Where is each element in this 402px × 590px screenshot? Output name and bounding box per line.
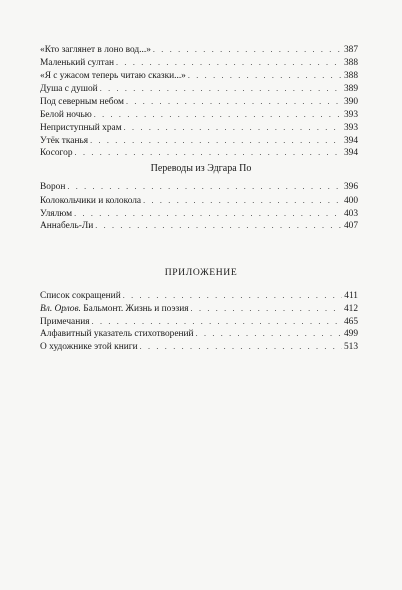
toc-entry-page: 407 xyxy=(343,221,358,231)
toc-entry xyxy=(40,109,358,121)
leader-dots xyxy=(188,70,342,82)
toc-entry xyxy=(40,44,358,56)
toc-entry-author: Вл. Орлов. xyxy=(40,304,81,314)
toc-entry xyxy=(40,96,358,108)
leader-dots xyxy=(95,220,342,232)
toc-entry-page: 388 xyxy=(343,58,358,68)
leader-dots xyxy=(196,328,342,340)
toc-entry-page: 389 xyxy=(343,84,358,94)
toc-entry xyxy=(40,341,358,353)
toc-entry-title: О художнике этой книги xyxy=(40,342,138,352)
toc-entry xyxy=(40,328,358,340)
toc-entry-page: 393 xyxy=(343,110,358,120)
toc-entry-title: Список сокращений xyxy=(40,291,121,301)
toc-entry xyxy=(40,181,358,193)
toc-entry-title: Ворон xyxy=(40,182,66,192)
toc-entry-title: Примечания xyxy=(40,317,90,327)
toc-entry-page: 400 xyxy=(343,196,358,206)
toc-entry xyxy=(40,70,358,82)
toc-entry-title: Белой ночью xyxy=(40,110,92,120)
leader-dots xyxy=(100,83,342,95)
toc-entry-page: 394 xyxy=(343,148,358,158)
toc-entry-page: 393 xyxy=(343,123,358,133)
toc-entry-page: 387 xyxy=(343,45,358,55)
toc-entry-page: 513 xyxy=(343,342,358,352)
toc-entry xyxy=(40,290,358,302)
toc-entry-title: Аннабель-Ли xyxy=(40,221,94,231)
toc-entry-page: 499 xyxy=(343,329,358,339)
leader-dots xyxy=(116,57,342,69)
toc-entry xyxy=(40,220,358,232)
toc-entry-title: Колокольчики и колокола xyxy=(40,196,142,206)
toc-entry-title: Маленький султан xyxy=(40,58,115,68)
toc-entry-title: Косогор xyxy=(40,148,73,158)
toc-entry-title: Неприступный храм xyxy=(40,123,122,133)
toc-entry xyxy=(40,316,358,328)
toc-entry-title: Душа с душой xyxy=(40,84,98,94)
leader-dots xyxy=(94,109,342,121)
toc-entry-title: Улялюм xyxy=(40,209,73,219)
toc-entry-page: 412 xyxy=(343,304,358,314)
toc-entry xyxy=(40,147,358,159)
toc-entry-page: 411 xyxy=(344,291,358,301)
toc-entry-title: Утёк тканья xyxy=(40,136,89,146)
toc-entry-title: «Я с ужасом теперь читаю сказки...» xyxy=(40,71,186,81)
toc-entry-title-text: Бальмонт. Жизнь и поэзия xyxy=(83,304,189,314)
toc-entry xyxy=(40,57,358,69)
leader-dots xyxy=(67,181,342,193)
leader-dots xyxy=(92,316,342,328)
toc-entry-title: «Кто заглянет в лоно вод...» xyxy=(40,45,151,55)
toc-entry-page: 403 xyxy=(343,209,358,219)
leader-dots xyxy=(126,96,342,108)
toc-entry-title: Алфавитный указатель стихотворений xyxy=(40,329,194,339)
leader-dots xyxy=(123,290,342,302)
toc-entry xyxy=(40,303,358,315)
leader-dots xyxy=(191,303,342,315)
toc-entry xyxy=(40,135,358,147)
leader-dots xyxy=(74,208,342,220)
toc-entry-page: 388 xyxy=(343,71,358,81)
leader-dots xyxy=(75,147,342,159)
leader-dots xyxy=(143,195,342,207)
section-heading-appendix: ПРИЛОЖЕНИЕ xyxy=(164,267,238,278)
toc-entry xyxy=(40,195,358,207)
leader-dots xyxy=(153,44,342,56)
toc-entry-page: 394 xyxy=(343,136,358,146)
toc-entry-page: 390 xyxy=(343,97,358,107)
section-heading-poe-translations: Переводы из Эдгара По xyxy=(150,163,252,174)
toc-entry-title: Под северным небом xyxy=(40,97,124,107)
leader-dots xyxy=(90,135,342,147)
toc-entry xyxy=(40,122,358,134)
toc-entry xyxy=(40,83,358,95)
toc-entry-page: 396 xyxy=(343,182,358,192)
leader-dots xyxy=(124,122,342,134)
toc-entry-page: 465 xyxy=(343,317,358,327)
toc-entry-title xyxy=(40,303,189,315)
leader-dots xyxy=(140,341,342,353)
toc-entry xyxy=(40,208,358,220)
